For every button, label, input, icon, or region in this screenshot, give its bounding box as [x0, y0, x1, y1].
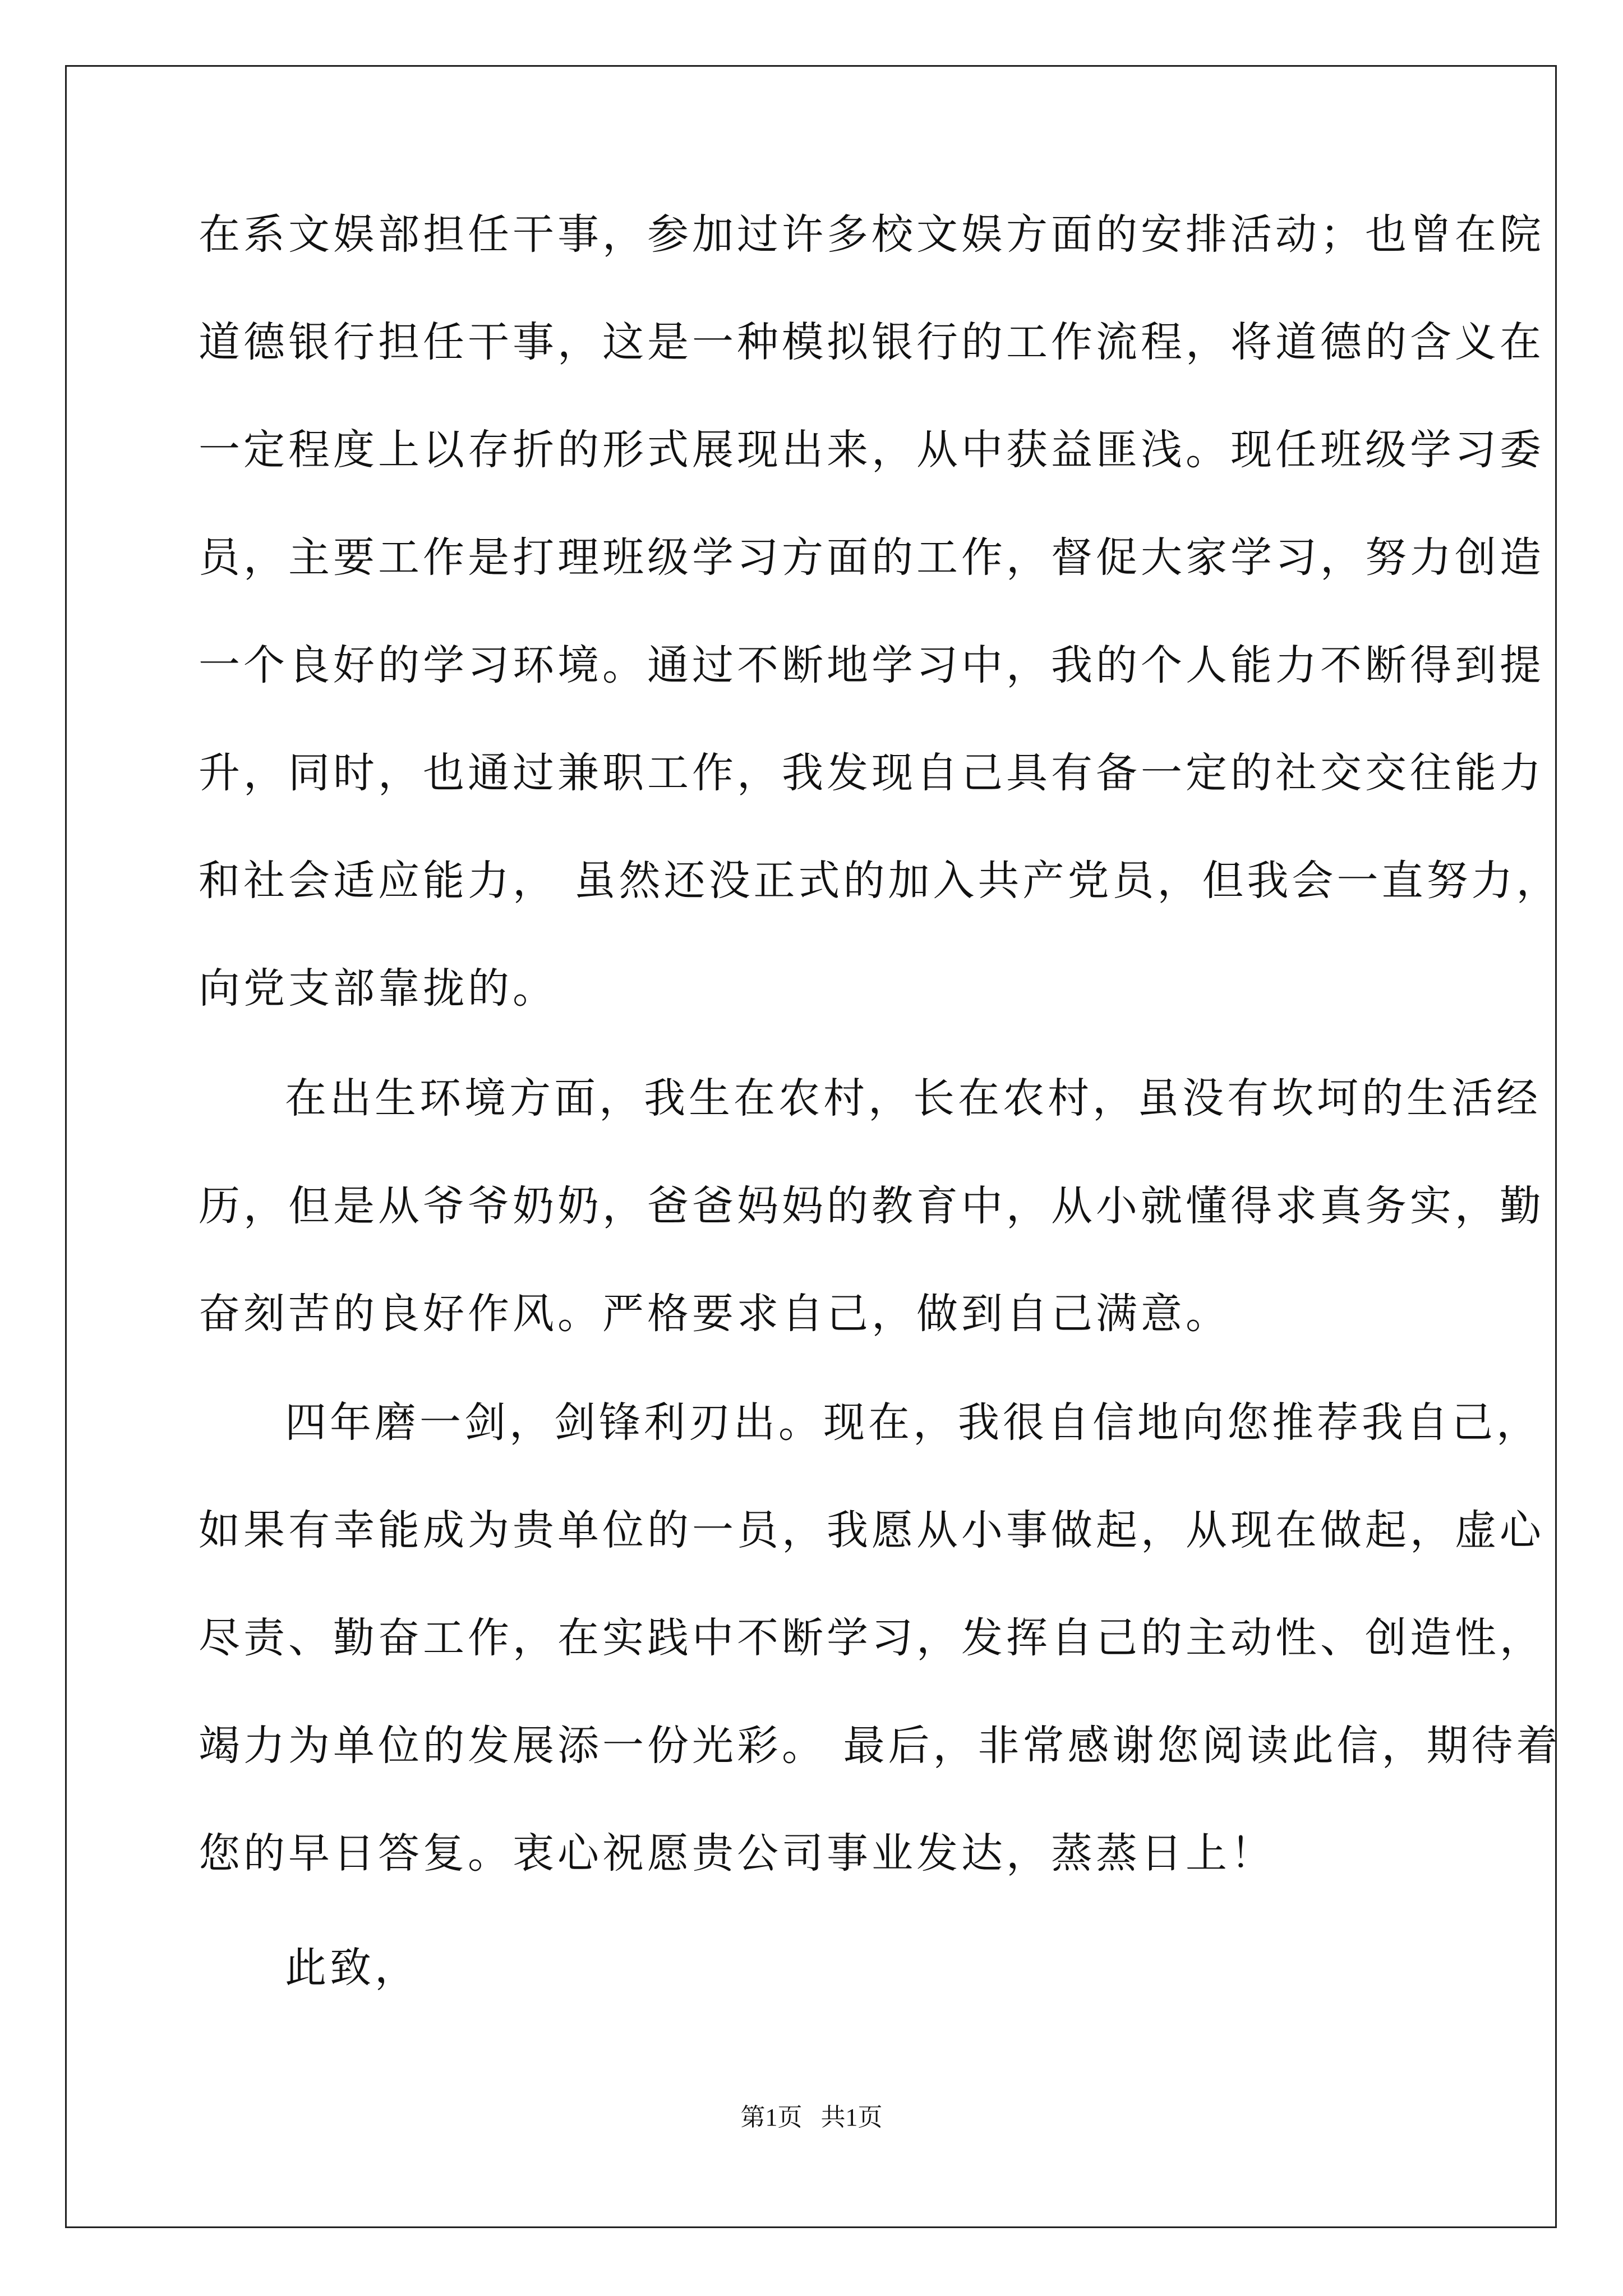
paragraph-first-line: 四年磨一剑，剑锋利刃出。现在，我很自信地向您推荐我自己， — [285, 1398, 1541, 1447]
text-line: 向党支部靠拢的。 — [199, 964, 557, 1013]
paragraph-first-line: 在出生环境方面，我生在农村，长在农村，虽没有坎坷的生活经 — [285, 1074, 1541, 1122]
text-line: 道德银行担任干事，这是一种模拟银行的工作流程，将道德的含义在 — [199, 318, 1544, 366]
text-line: 和社会适应能力， 虽然还没正式的加入共产党员，但我会一直努力， — [199, 857, 1561, 905]
text-line: 在系文娱部担任干事，参加过许多校文娱方面的安排活动；也曾在院 — [199, 210, 1544, 259]
text-line: 尽责、勤奋工作，在实践中不断学习，发挥自己的主动性、创造性， — [199, 1614, 1544, 1662]
text-line: 历，但是从爷爷奶奶，爸爸妈妈的教育中，从小就懂得求真务实，勤 — [199, 1182, 1544, 1230]
text-line: 您的早日答复。衷心祝愿贵公司事业发达，蒸蒸日上！ — [199, 1829, 1275, 1878]
text-line: 一定程度上以存折的形式展现出来，从中获益匪浅。现任班级学习委 — [199, 426, 1544, 474]
text-line: 一个良好的学习环境。通过不断地学习中，我的个人能力不断得到提 — [199, 641, 1544, 689]
closing-salutation: 此致， — [285, 1944, 419, 1992]
text-line: 员，主要工作是打理班级学习方面的工作，督促大家学习，努力创造 — [199, 533, 1544, 582]
text-line: 竭力为单位的发展添一份光彩。 最后，非常感谢您阅读此信，期待着 — [199, 1722, 1561, 1770]
page-number-footer: 第1页 共1页 — [740, 2104, 883, 2131]
page-border — [65, 65, 1557, 2228]
text-line: 奋刻苦的良好作风。严格要求自己，做到自己满意。 — [199, 1290, 1230, 1338]
text-line: 如果有幸能成为贵单位的一员，我愿从小事做起，从现在做起，虚心 — [199, 1506, 1544, 1554]
text-line: 升，同时，也通过兼职工作，我发现自己具有备一定的社交交往能力 — [199, 749, 1544, 797]
